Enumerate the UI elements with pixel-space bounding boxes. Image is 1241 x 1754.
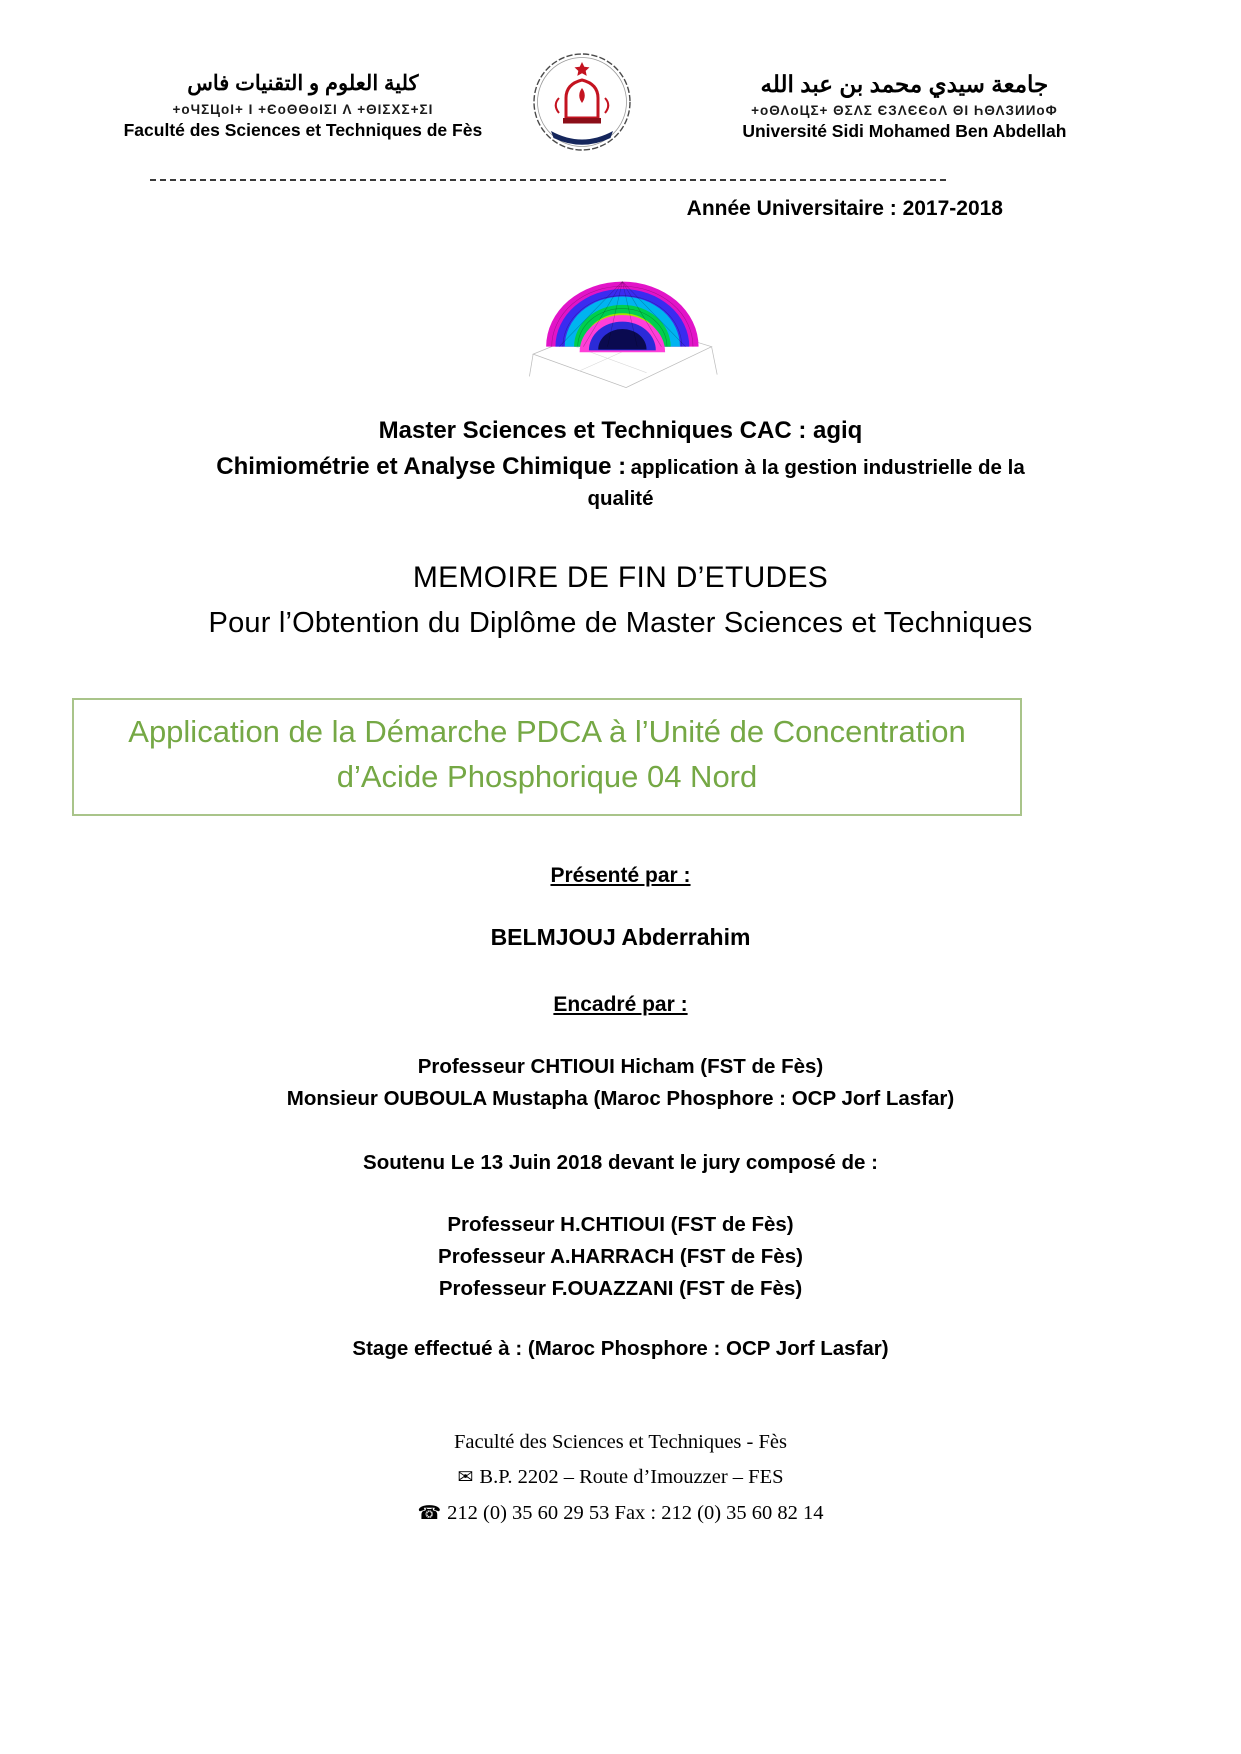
footer-faculty: Faculté des Sciences et Techniques - Fès [454, 1431, 787, 1453]
phone-icon: ☎ [417, 1502, 442, 1524]
footer-address [0, 1460, 1241, 1495]
supervisor-line: Professeur CHTIOUI Hicham (FST de Fès) [417, 1054, 824, 1078]
specialty-name: Chimiométrie et Analyse Chimique : [216, 453, 627, 480]
faculty-tifinagh: +oЧΣЦoІ+ І +ЄoΘΘoІΣІ Λ +ΘІΣΧΣ+ΣІ [172, 101, 434, 117]
academic-year: Année Universitaire : 2017-2018 [686, 197, 1003, 220]
faculty-block [80, 70, 526, 140]
supervisor-line: Monsieur OUBOULA Mustapha (Maroc Phosphore : OCP Jorf Lasfar) [286, 1086, 955, 1110]
footer-address-text: B.P. 2202 – Route d’Imouzzer – FES [479, 1466, 784, 1489]
author-name: BELMJOUJ Abderrahim [490, 923, 751, 950]
internship-line: Stage effectué à : (Maroc Phosphore : OCP Jorf Lasfar) [352, 1336, 889, 1360]
university-arabic: جامعة سيدي محمد بن عبد الله [760, 70, 1049, 97]
specialty-description: application à la gestion industrielle de la [630, 456, 1025, 479]
university-block [638, 69, 1171, 142]
footer-phone [0, 1496, 1241, 1531]
thesis-title-line2: d’Acide Phosphorique 04 Nord [336, 758, 758, 794]
defense-intro: Soutenu Le 13 Juin 2018 devant le jury composé de : [363, 1150, 878, 1174]
page-footer [0, 1425, 1241, 1531]
thesis-title-line1: Application de la Démarche PDCA à l’Unité de Concentration [128, 714, 966, 749]
faculty-arabic: كلية العلوم و التقنيات فاس [187, 72, 419, 96]
mail-icon: ✉ [457, 1467, 474, 1489]
university-logo-icon [530, 46, 634, 160]
university-header [0, 0, 1241, 171]
jury-member: Professeur F.OUAZZANI (FST de Fès) [438, 1276, 803, 1300]
jury-member: Professeur A.HARRACH (FST de Fès) [438, 1244, 803, 1268]
jury-member: Professeur H.CHTIOUI (FST de Fès) [447, 1212, 794, 1236]
footer-phone-text: 212 (0) 35 60 29 53 Fax : 212 (0) 35 60 82 14 [447, 1501, 824, 1524]
supervised-heading: Encadré par : [553, 992, 688, 1016]
presented-heading: Présenté par : [550, 863, 691, 887]
thesis-title-box [72, 698, 1022, 816]
university-tifinagh: +oΘΛoЦΣ+ ΘΣΛΣ ЄЗΛЄЄoΛ ΘІ ҺΘΛЗИИoΦ [751, 103, 1058, 119]
memoir-title: MEMOIRE DE FIN D’ETUDES [412, 561, 829, 594]
specialty-line2: qualité [587, 487, 654, 510]
faculty-name: Faculté des Sciences et Techniques de Fès [123, 119, 483, 140]
specialty-line [0, 453, 1241, 481]
memoir-subtitle: Pour l’Obtention du Diplôme de Master Sciences et Techniques [208, 607, 1033, 639]
master-title: Master Sciences et Techniques CAC : agiq [378, 417, 863, 444]
university-name: Université Sidi Mohamed Ben Abdellah [742, 121, 1067, 142]
surface-plot-figure [0, 237, 1241, 395]
surface-plot-image [518, 237, 723, 395]
dashed-separator [150, 179, 946, 181]
university-logo-emblem [526, 46, 638, 165]
